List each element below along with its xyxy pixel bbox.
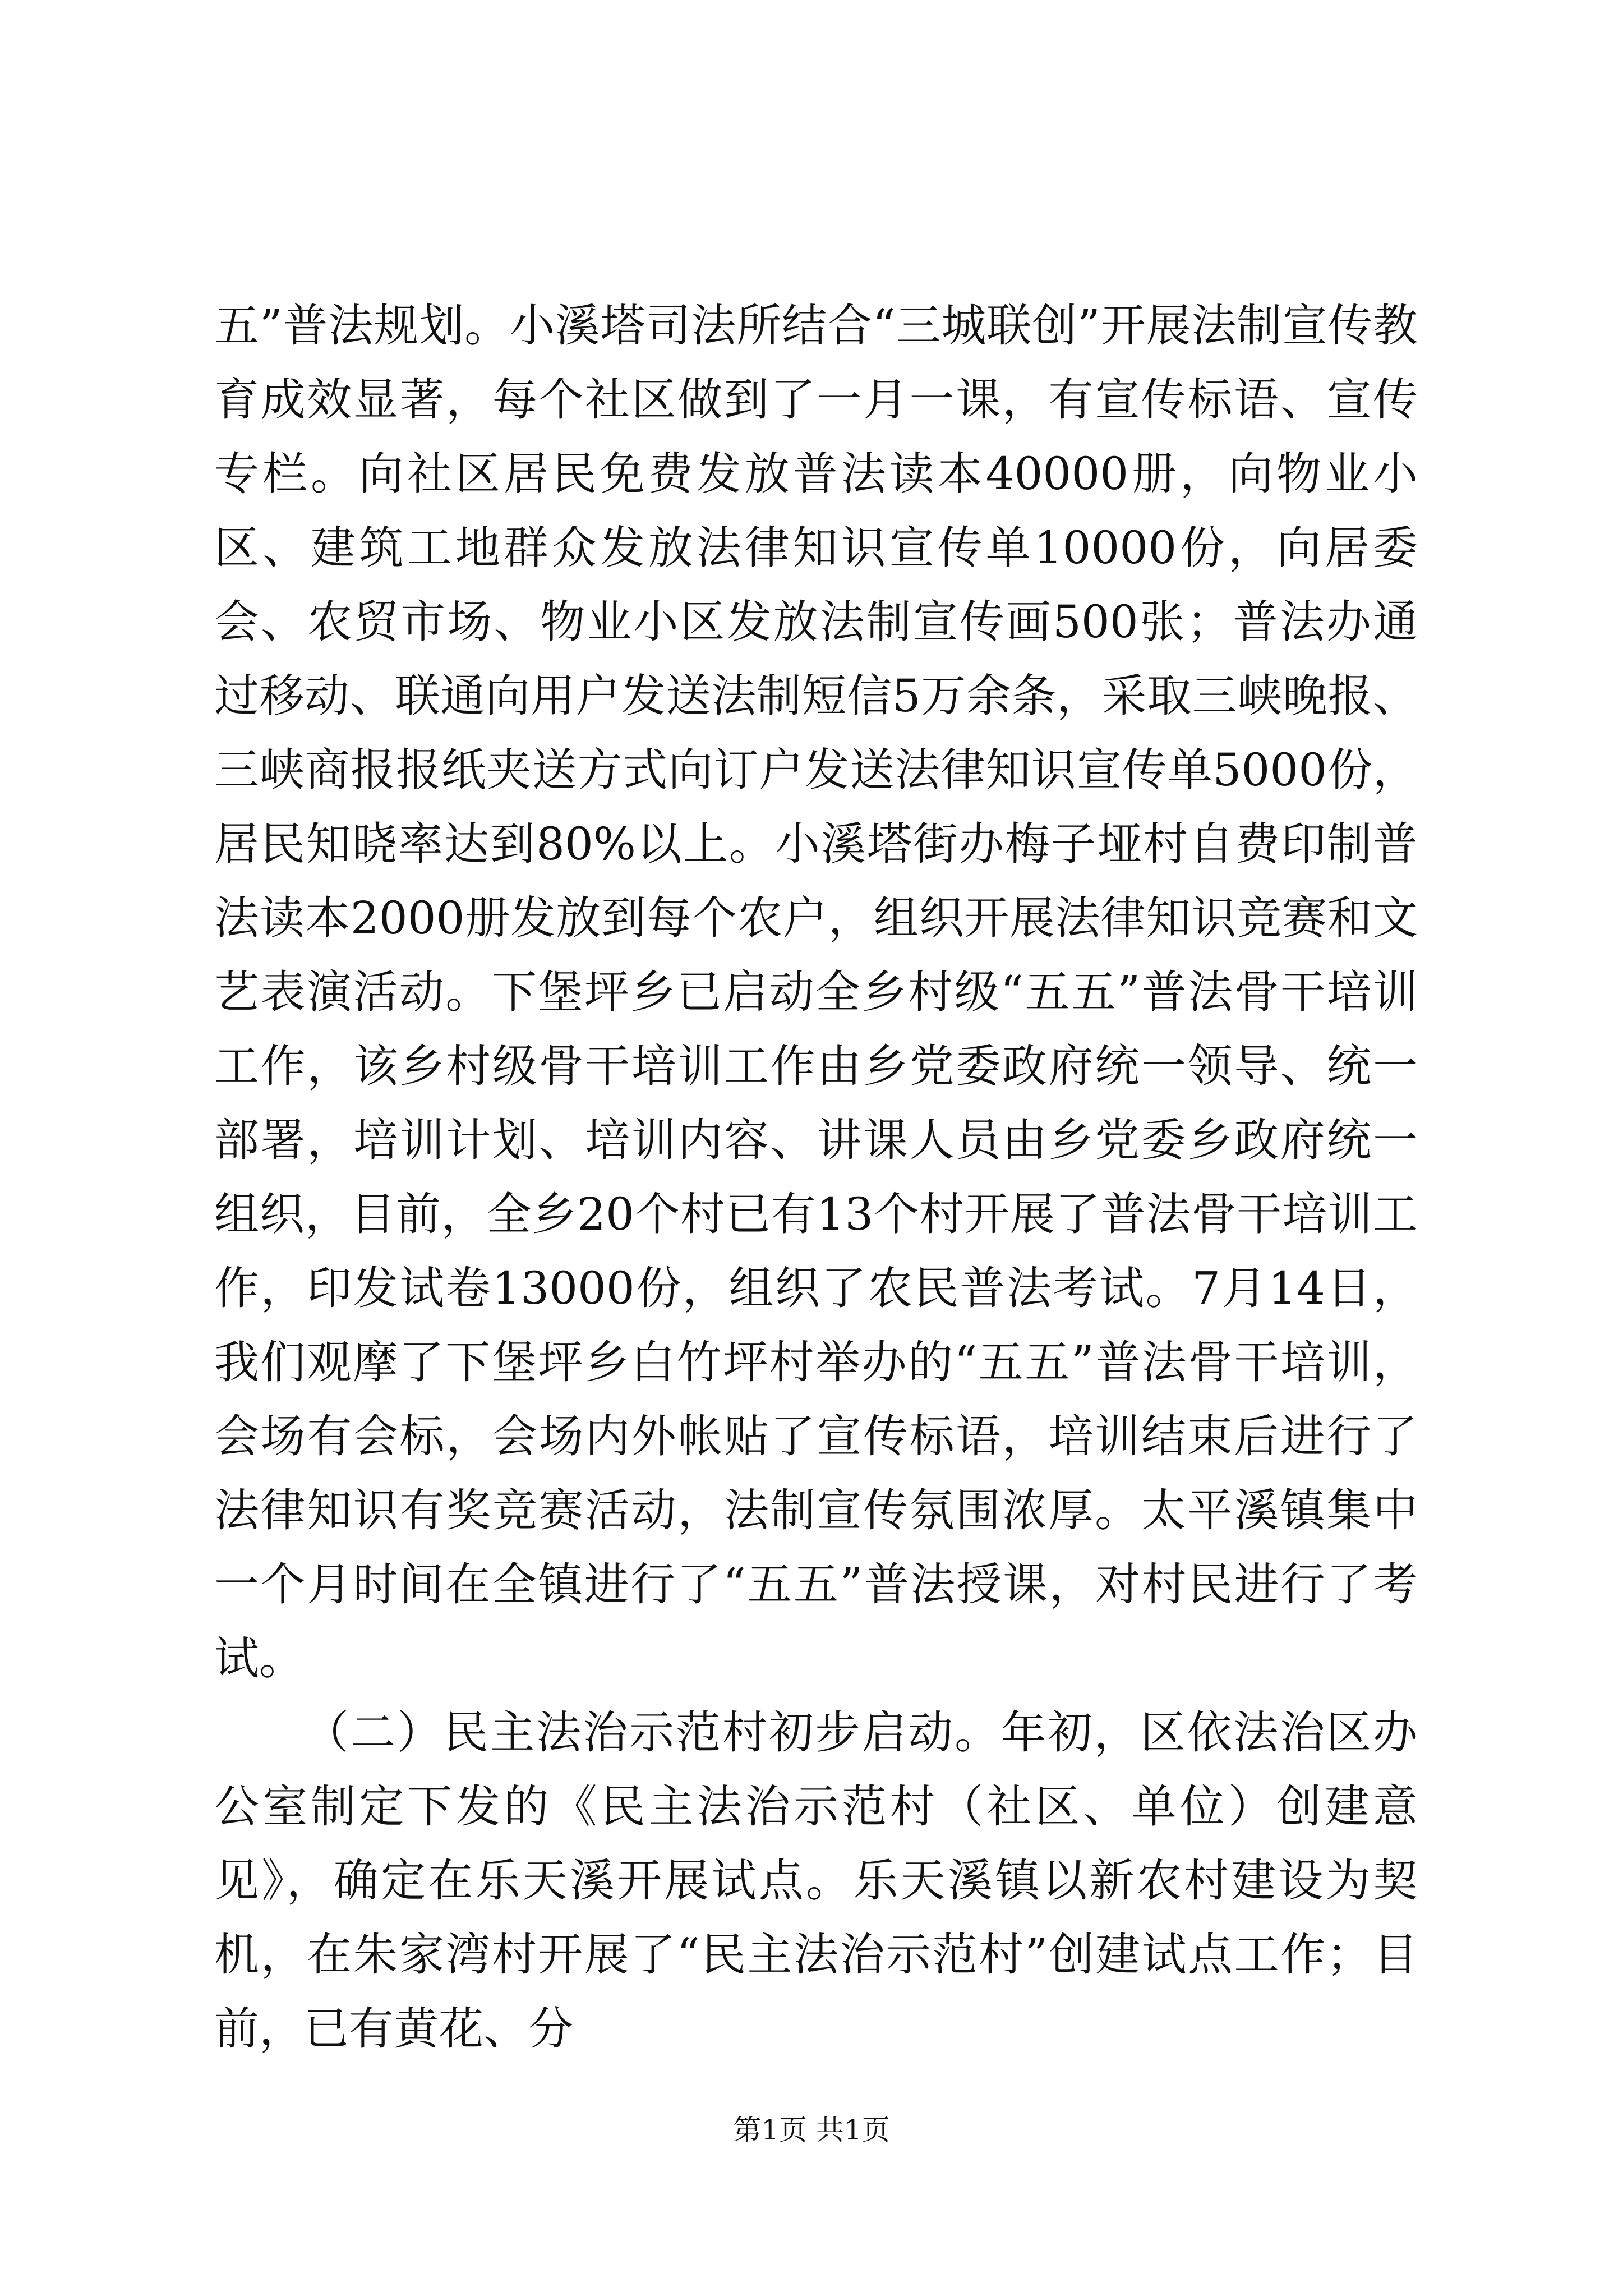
- page-footer: 第1页 共1页: [733, 2114, 890, 2146]
- paragraph-section-two: （二）民主法治示范村初步启动。年初，区依法治区办公室制定下发的《民主法治示范村（社区、单位）创建意见》，确定在乐天溪开展试点。乐天溪镇以新农村建设为契机，在朱家湾村开展了“民主法治示范村”创建试点工作；目前，已有黄花、分: [214, 1706, 1418, 2055]
- paragraph-continued: 五”普法规划。小溪塔司法所结合“三城联创”开展法制宣传教育成效显著，每个社区做到了一月一课，有宣传标语、宣传专栏。向社区居民免费发放普法读本40000册，向物业小区、建筑工地群众发放法律知识宣传单10000份，向居委会、农贸市场、物业小区发放法制宣传画500张；普法办通过移动、联通向用户发送法制短信5万余条，采取三峡晚报、三峡商报报纸夹送方式向订户发送法律知识宣传单5000份，居民知晓率达到80%以上。小溪塔街办梅子垭村自费印制普法读本2000册发放到每个农户，组织开展法律知识竞赛和文艺表演活动。下堡坪乡已启动全乡村级“五五”普法骨干培训工作，该乡村级骨干培训工作由乡党委政府统一领导、统一部署，培训计划、培训内容、讲课人员由乡党委乡政府统一组织，目前，全乡20个村已有13个村开展了普法骨干培训工作，印发试卷13000份，组织了农民普法考试。7月14日，我们观摩了下堡坪乡白竹坪村举办的“五五”普法骨干培训，会场有会标，会场内外帐贴了宣传标语，培训结束后进行了法律知识有奖竞赛活动，法制宣传氛围浓厚。太平溪镇集中一个月时间在全镇进行了“五五”普法授课，对村民进行了考试。: [214, 300, 1418, 1685]
- document-body: [214, 289, 1418, 2066]
